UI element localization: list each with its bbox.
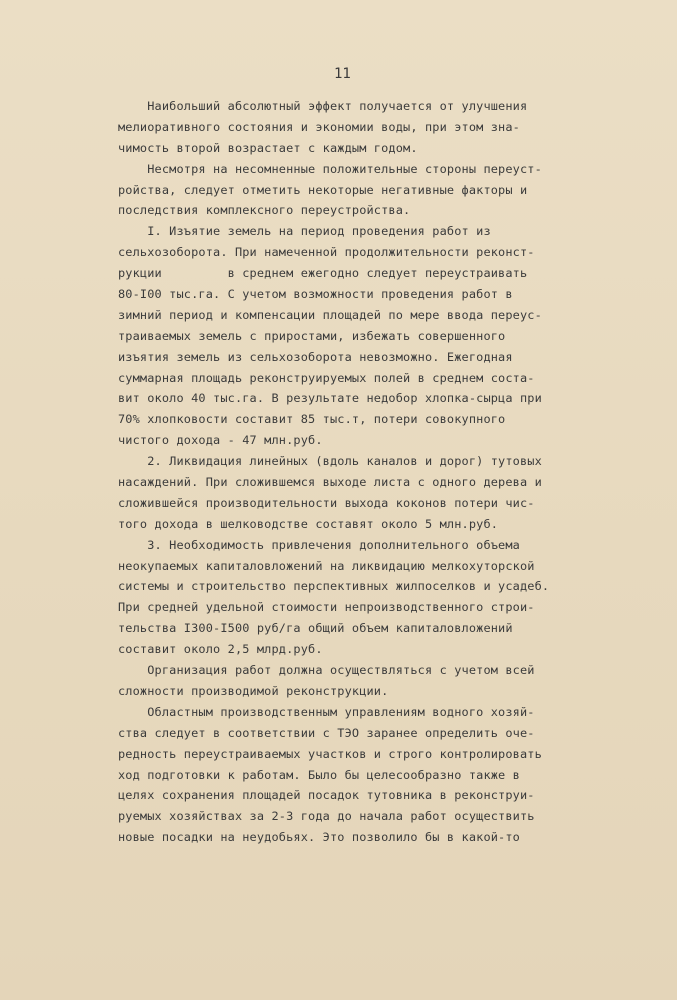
text-line: чимость второй возрастает с каждым годом.: [118, 140, 418, 155]
text-line: 2. Ликвидация линейных (вдоль каналов и дорог) тутовых: [118, 454, 542, 469]
text-line: зимний период и компенсации площадей по мере ввода переус-: [118, 307, 542, 322]
text-line: вит около 40 тыс.га. В результате недобор хлопка-сырца при: [118, 391, 542, 406]
text-line: 80-I00 тыс.га. С учетом возможности проведения работ в: [118, 287, 513, 302]
text-line: Организация работ должна осуществляться с учетом всей: [118, 663, 535, 678]
text-line: руемых хозяйствах за 2-3 года до начала работ осуществить: [118, 809, 535, 824]
text-line: сложившейся производительности выхода коконов потери чис-: [118, 495, 535, 510]
text-line: Наибольший абсолютный эффект получается от улучшения: [118, 99, 528, 113]
text-line: тельства I300-I500 руб/га общий объем капиталовложений: [118, 621, 513, 636]
text-line: насаждений. При сложившемся выходе листа с одного дерева и: [118, 475, 542, 490]
text-line: системы и строительство перспективных жилпоселков и усадеб.: [118, 579, 550, 594]
text-line: траиваемых земель с приростами, избежать совершенного: [118, 328, 506, 343]
text-line: ход подготовки к работам. Было бы целесообразно также в: [118, 767, 520, 782]
text-line: новые посадки на неудобьях. Это позволило бы в какой-то: [118, 830, 520, 845]
text-line: последствия комплексного переустройства.: [118, 203, 411, 218]
text-line: ройства, следует отметить некоторые негативные факторы и: [118, 182, 528, 197]
text-line: сельхозоборота. При намеченной продолжительности реконст-: [118, 245, 535, 260]
text-line: ства следует в соответствии с ТЭО заранее определить оче-: [118, 725, 535, 740]
text-line: редность переустраиваемых участков и строго контролировать: [118, 746, 542, 761]
text-line: I. Изъятие земель на период проведения работ из: [118, 224, 491, 239]
text-line: 70% хлопковости составит 85 тыс.т, потери совокупного: [118, 412, 506, 427]
text-line: чистого дохода - 47 млн.руб.: [118, 433, 323, 448]
text-line: 3. Необходимость привлечения дополнительного объема: [118, 537, 520, 552]
text-line: суммарная площадь реконструируемых полей в среднем соста-: [118, 370, 535, 385]
text-line: составит около 2,5 млрд.руб.: [118, 642, 323, 657]
text-line: изъятия земель из сельхозоборота невозможно. Ежегодная: [118, 349, 513, 364]
body-text: [118, 96, 588, 848]
text-line: того дохода в шелководстве составят около 5 млн.руб.: [118, 516, 499, 531]
text-line: рукции в среднем ежегодно следует переустраивать: [118, 266, 528, 281]
page-number: 11: [334, 66, 351, 82]
text-line: неокупаемых капиталовложений на ликвидацию мелкохуторской: [118, 558, 535, 573]
text-line: целях сохранения площадей посадок тутовника в реконструи-: [118, 788, 535, 803]
text-line: Областным производственным управлениям водного хозяй-: [118, 704, 535, 719]
text-line: мелиоративного состояния и экономии воды, при этом зна-: [118, 119, 520, 134]
text-line: Несмотря на несомненные положительные стороны переуст-: [118, 161, 542, 176]
text-line: сложности производимой реконструкции.: [118, 683, 389, 698]
text-line: При средней удельной стоимости непроизводственного строи-: [118, 600, 535, 615]
